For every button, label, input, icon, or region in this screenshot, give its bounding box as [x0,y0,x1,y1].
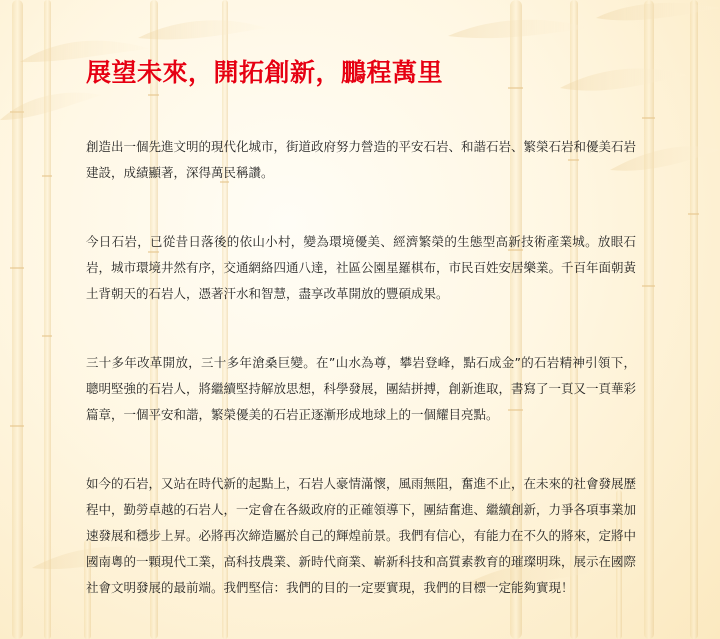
body-paragraph-3: 三十多年改革開放，三十多年滄桑巨變。在”山水為尊，攀岩登峰，點石成金”的石岩精神引領下，聰明堅強的石岩人，將繼續堅持解放思想，科學發展，團結拼搏，創新進取，書寫了一頁又一頁華彩篇章，一個平安和諧，繁榮優美的石岩正逐漸形成地球上的一個耀目亮點。 [86,355,637,422]
body-paragraph-1: 創造出一個先進文明的現代化城市，街道政府努力營造的平安石岩、和諧石岩、繁榮石岩和優美石岩建設，成績顯著，深得萬民稱讚。 [86,139,637,180]
body-paragraph-4: 如今的石岩，又站在時代新的起點上，石岩人豪情滿懷，風雨無阻，奮進不止，在未來的社會發展歷程中，勤勞卓越的石岩人，一定會在各級政府的正確領導下，團結奮進、繼續創新，力爭各項事業加速發展和穩步上昇。必將再次締造屬於自己的輝煌前景。我們有信心，有能力在不久的將來，定將中國南粵的一顆現代工業，高科技農業、新時代商業、嶄新科技和高質素教育的璀璨明珠，展示在國際社會文明發展的最前端。我們堅信：我們的目的一定要實現，我們的目標一定能夠實現！ [86,476,637,595]
article-page [86,54,636,601]
body-paragraph-2: 今日石岩，已從昔日落後的依山小村，變為環境優美、經濟繁榮的生態型高新技術產業城。放眼石岩，城市環境井然有序，交通網絡四通八達，社區公園星羅棋布，市民百姓安居樂業。千百年面朝黃土背朝天的石岩人，憑著汗水和智慧，盡享改革開放的豐碩成果。 [86,234,637,301]
page-title: 展望未來，開拓創新，鵬程萬里 [86,58,444,87]
